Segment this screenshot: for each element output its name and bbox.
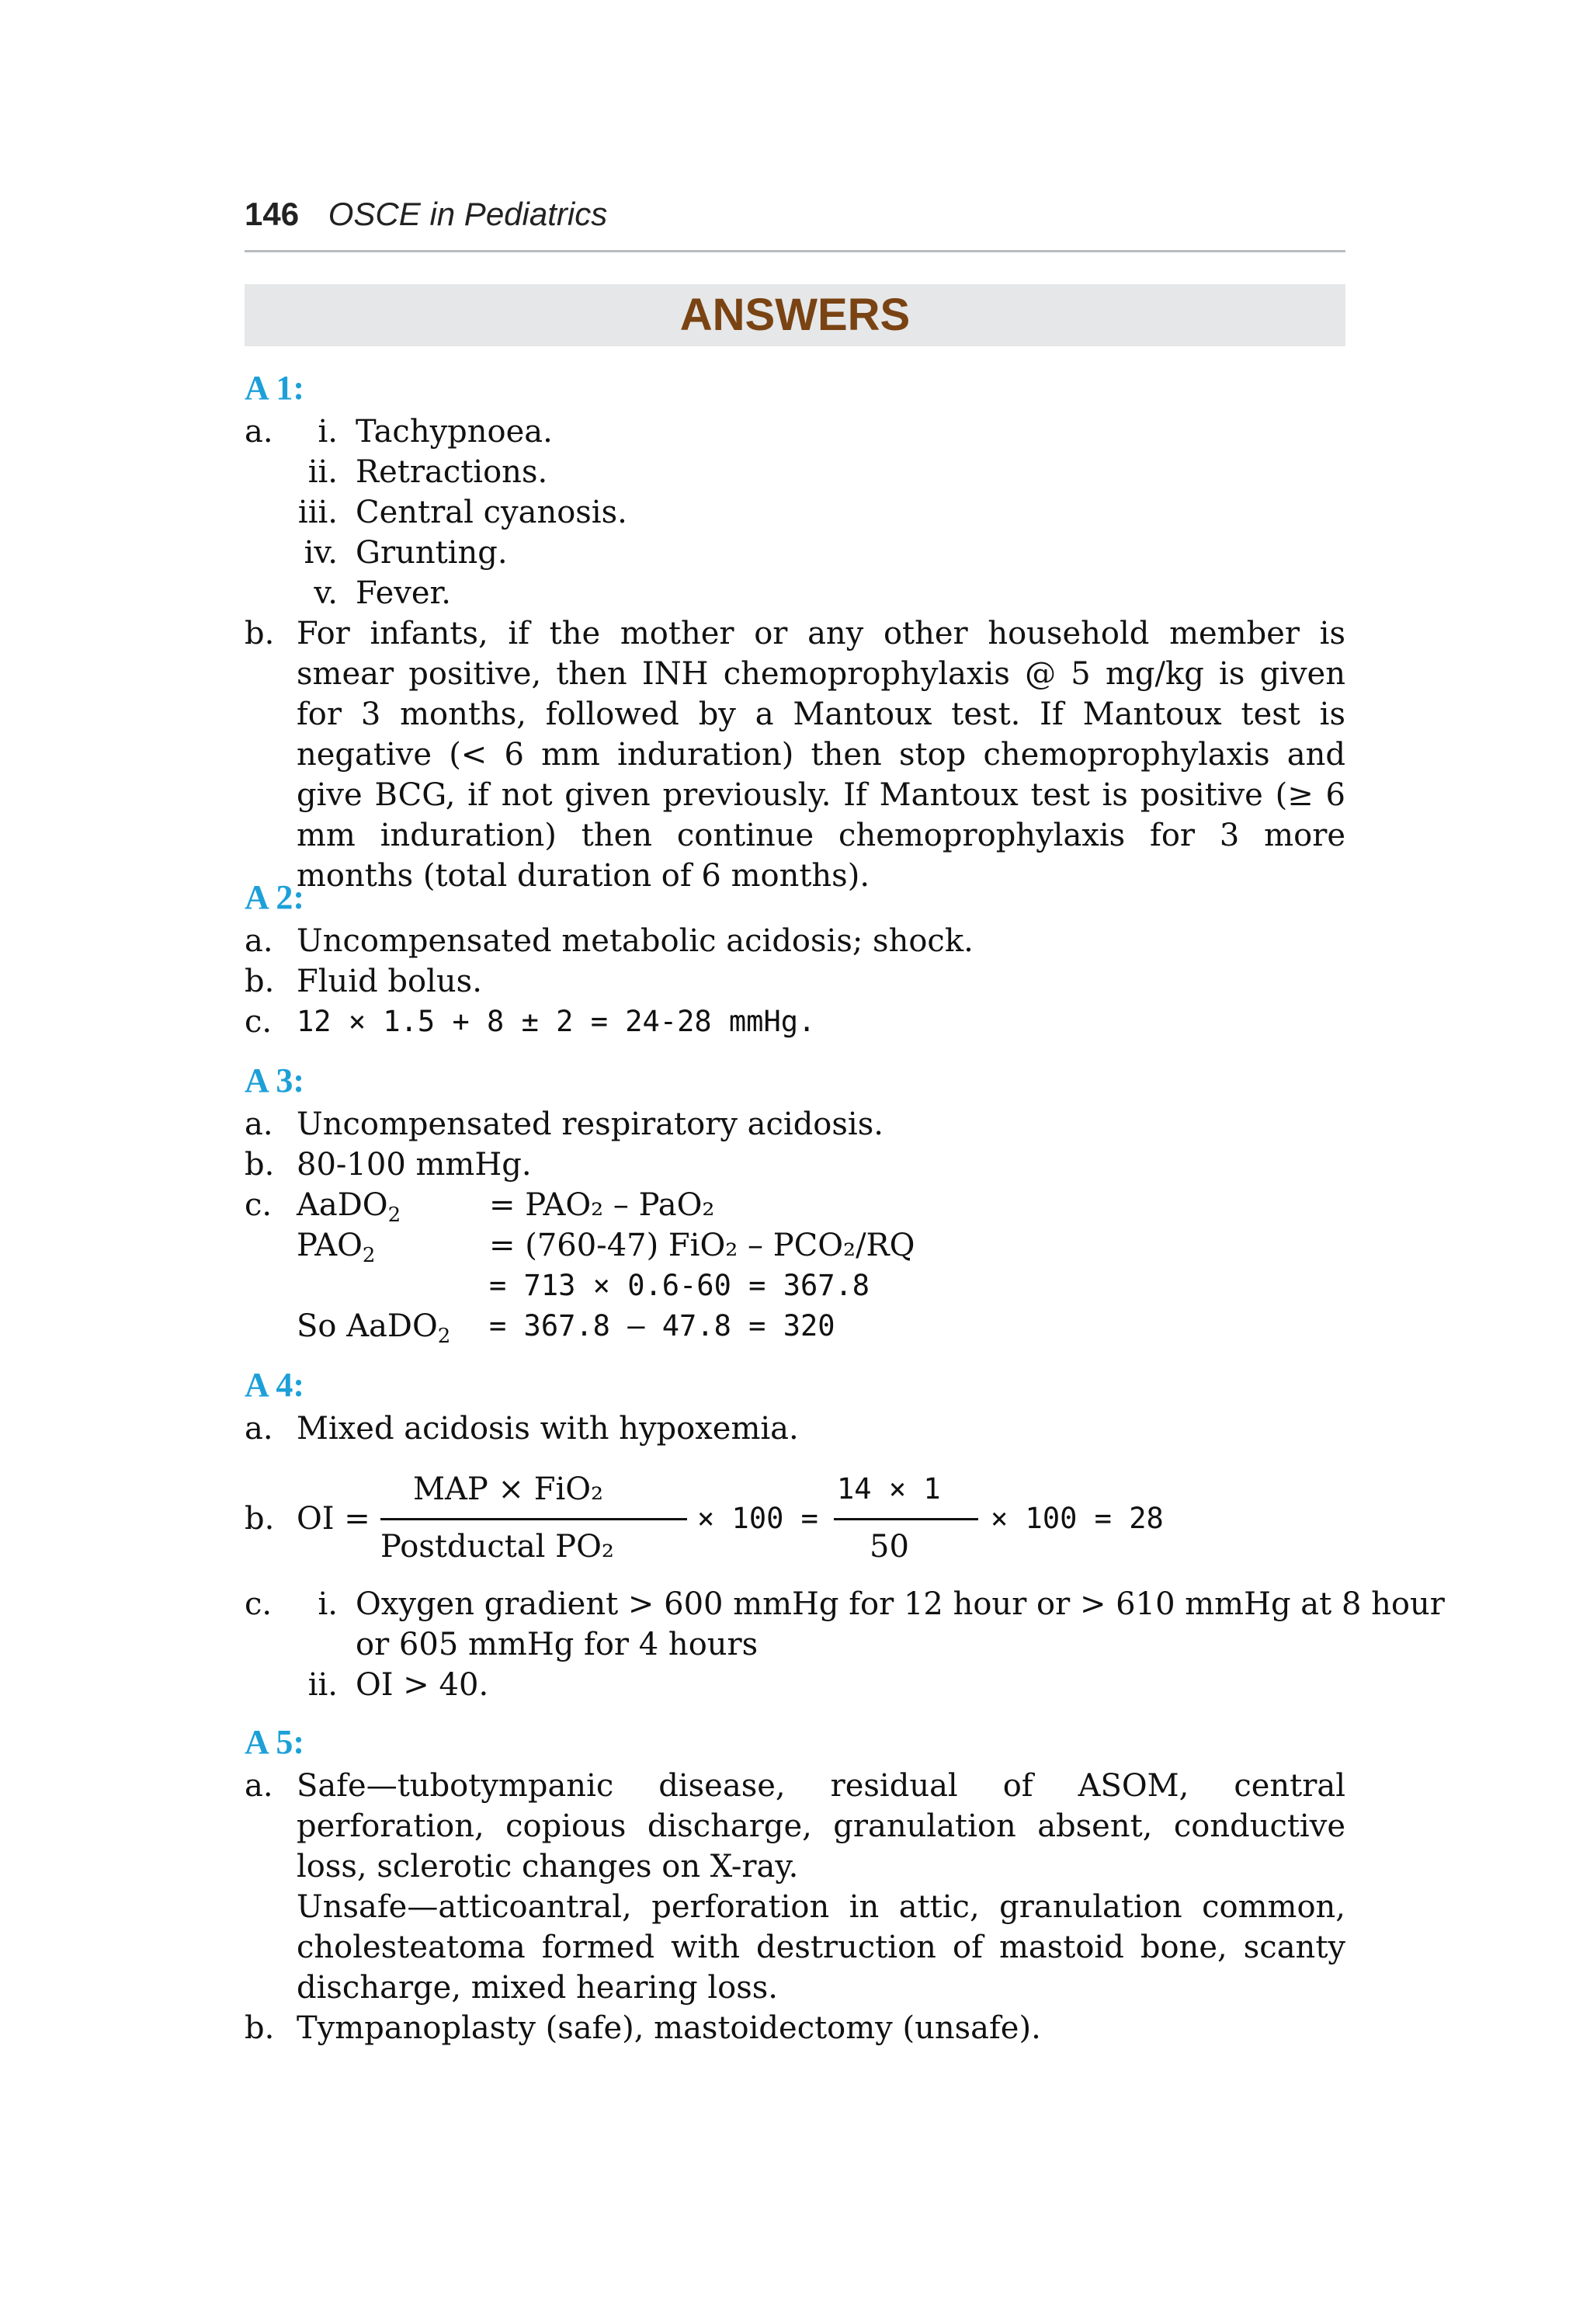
list-item-number: ii.: [307, 1667, 338, 1703]
a4-b-label: b.: [245, 1501, 275, 1537]
oi-label: OI =: [297, 1501, 370, 1537]
list-item-number: ii.: [307, 454, 338, 490]
list-item-text: Central cyanosis.: [356, 495, 627, 530]
equation-lhs: AaDO$_2$: [297, 1187, 401, 1227]
a1-b-paragraph: For infants, if the mother or any other household member is smear positive, then INH chemoprophylaxis @ 5 mg/kg is given for 3 months, followed by a Mantoux test. If Mantoux test is negative (< 6 mm induration) then stop chemoprophylaxis and give BCG, if not given previously. If Mantoux test is positive (≥ 6 mm induration) then continue chemoprophylaxis for 3 more months (total duration of 6 months).: [297, 616, 1345, 894]
a4-a-label: a.: [245, 1411, 273, 1447]
list-item-text: or 605 mmHg for 4 hours: [356, 1627, 759, 1662]
a1-b-label: b.: [245, 616, 275, 651]
equation-rhs: = 367.8 – 47.8 = 320: [489, 1309, 835, 1343]
list-item-text: Grunting.: [356, 535, 508, 571]
fraction-denominator: Postductal PO₂: [380, 1529, 614, 1565]
answer-3-heading: A 3:: [245, 1061, 304, 1099]
a2-a-label: a.: [245, 923, 273, 959]
a5-b-text: Tympanoplasty (safe), mastoidectomy (unsafe).: [297, 2010, 1041, 2046]
equation-lhs: $PAO_2$: [297, 1228, 376, 1267]
list-item-number: i.: [318, 414, 338, 450]
a3-c-label: c.: [245, 1187, 273, 1223]
section-title: ANSWERS: [679, 290, 911, 340]
a2-b-text: Fluid bolus.: [297, 964, 482, 999]
a3-a-text: Uncompensated respiratory acidosis.: [297, 1106, 884, 1142]
list-item-number: v.: [314, 575, 338, 611]
result-text: × 100 = 28: [991, 1502, 1164, 1535]
answer-5-heading: A 5:: [245, 1723, 304, 1761]
a5-unsafe-paragraph: Unsafe—atticoantral, perforation in attic, granulation common, cholesteatoma formed with destruction of mastoid bone, scanty discharge, mixed hearing loss.: [297, 1889, 1345, 2006]
a2-a-text: Uncompensated metabolic acidosis; shock.: [297, 923, 974, 959]
fraction-bar: [834, 1518, 978, 1520]
book-title: OSCE in Pediatrics: [328, 196, 608, 232]
equation-rhs: = (760-47) FiO₂ – PCO₂/RQ: [489, 1228, 915, 1263]
list-item-text: Oxygen gradient > 600 mmHg for 12 hour or > 610 mmHg at 8 hour: [356, 1586, 1445, 1622]
a3-b-text: 80-100 mmHg.: [297, 1147, 532, 1183]
answer-4-heading: A 4:: [245, 1366, 304, 1404]
a2-b-label: b.: [245, 964, 275, 999]
a4-c-label: c.: [245, 1586, 273, 1622]
list-item-text: Retractions.: [356, 454, 548, 490]
a5-b-label: b.: [245, 2010, 275, 2046]
a5-safe-paragraph: Safe—tubotympanic disease, residual of ASOM, central perforation, copious discharge, granulation absent, conductive loss, sclerotic changes on X-ray.: [297, 1768, 1345, 1885]
equation-rhs: = 713 × 0.6-60 = 367.8: [489, 1269, 870, 1302]
fraction-numerator: MAP × FiO₂: [413, 1471, 604, 1507]
a2-c-formula: 12 × 1.5 + 8 ± 2 = 24-28 mmHg.: [297, 1005, 816, 1038]
a3-b-label: b.: [245, 1147, 275, 1183]
equation-rhs: = PAO₂ – PaO₂: [489, 1187, 715, 1223]
header-rule: [245, 250, 1345, 252]
a5-a-label: a.: [245, 1768, 273, 1804]
a2-c-label: c.: [245, 1004, 273, 1040]
list-item-number: iv.: [304, 535, 338, 571]
list-item-text: OI > 40.: [356, 1667, 489, 1703]
page-number: 146: [245, 196, 300, 232]
answer-1-heading: A 1:: [245, 369, 304, 407]
a3-a-label: a.: [245, 1106, 273, 1142]
fraction-bar: [380, 1518, 687, 1520]
a4-a-text: Mixed acidosis with hypoxemia.: [297, 1411, 799, 1447]
running-head: [245, 196, 607, 233]
equation-lhs: So AaDO$_2$: [297, 1308, 451, 1348]
list-item-text: Tachypnoea.: [356, 414, 553, 450]
fraction-numerator: 14 × 1: [837, 1472, 941, 1506]
fraction-denominator: 50: [870, 1529, 909, 1565]
list-item-number: i.: [318, 1586, 338, 1622]
list-item-number: iii.: [297, 495, 338, 530]
multiply-text: × 100 =: [697, 1502, 818, 1535]
a1-a-label: a.: [245, 414, 273, 450]
list-item-text: Fever.: [356, 575, 451, 611]
answer-2-heading: A 2:: [245, 878, 304, 916]
